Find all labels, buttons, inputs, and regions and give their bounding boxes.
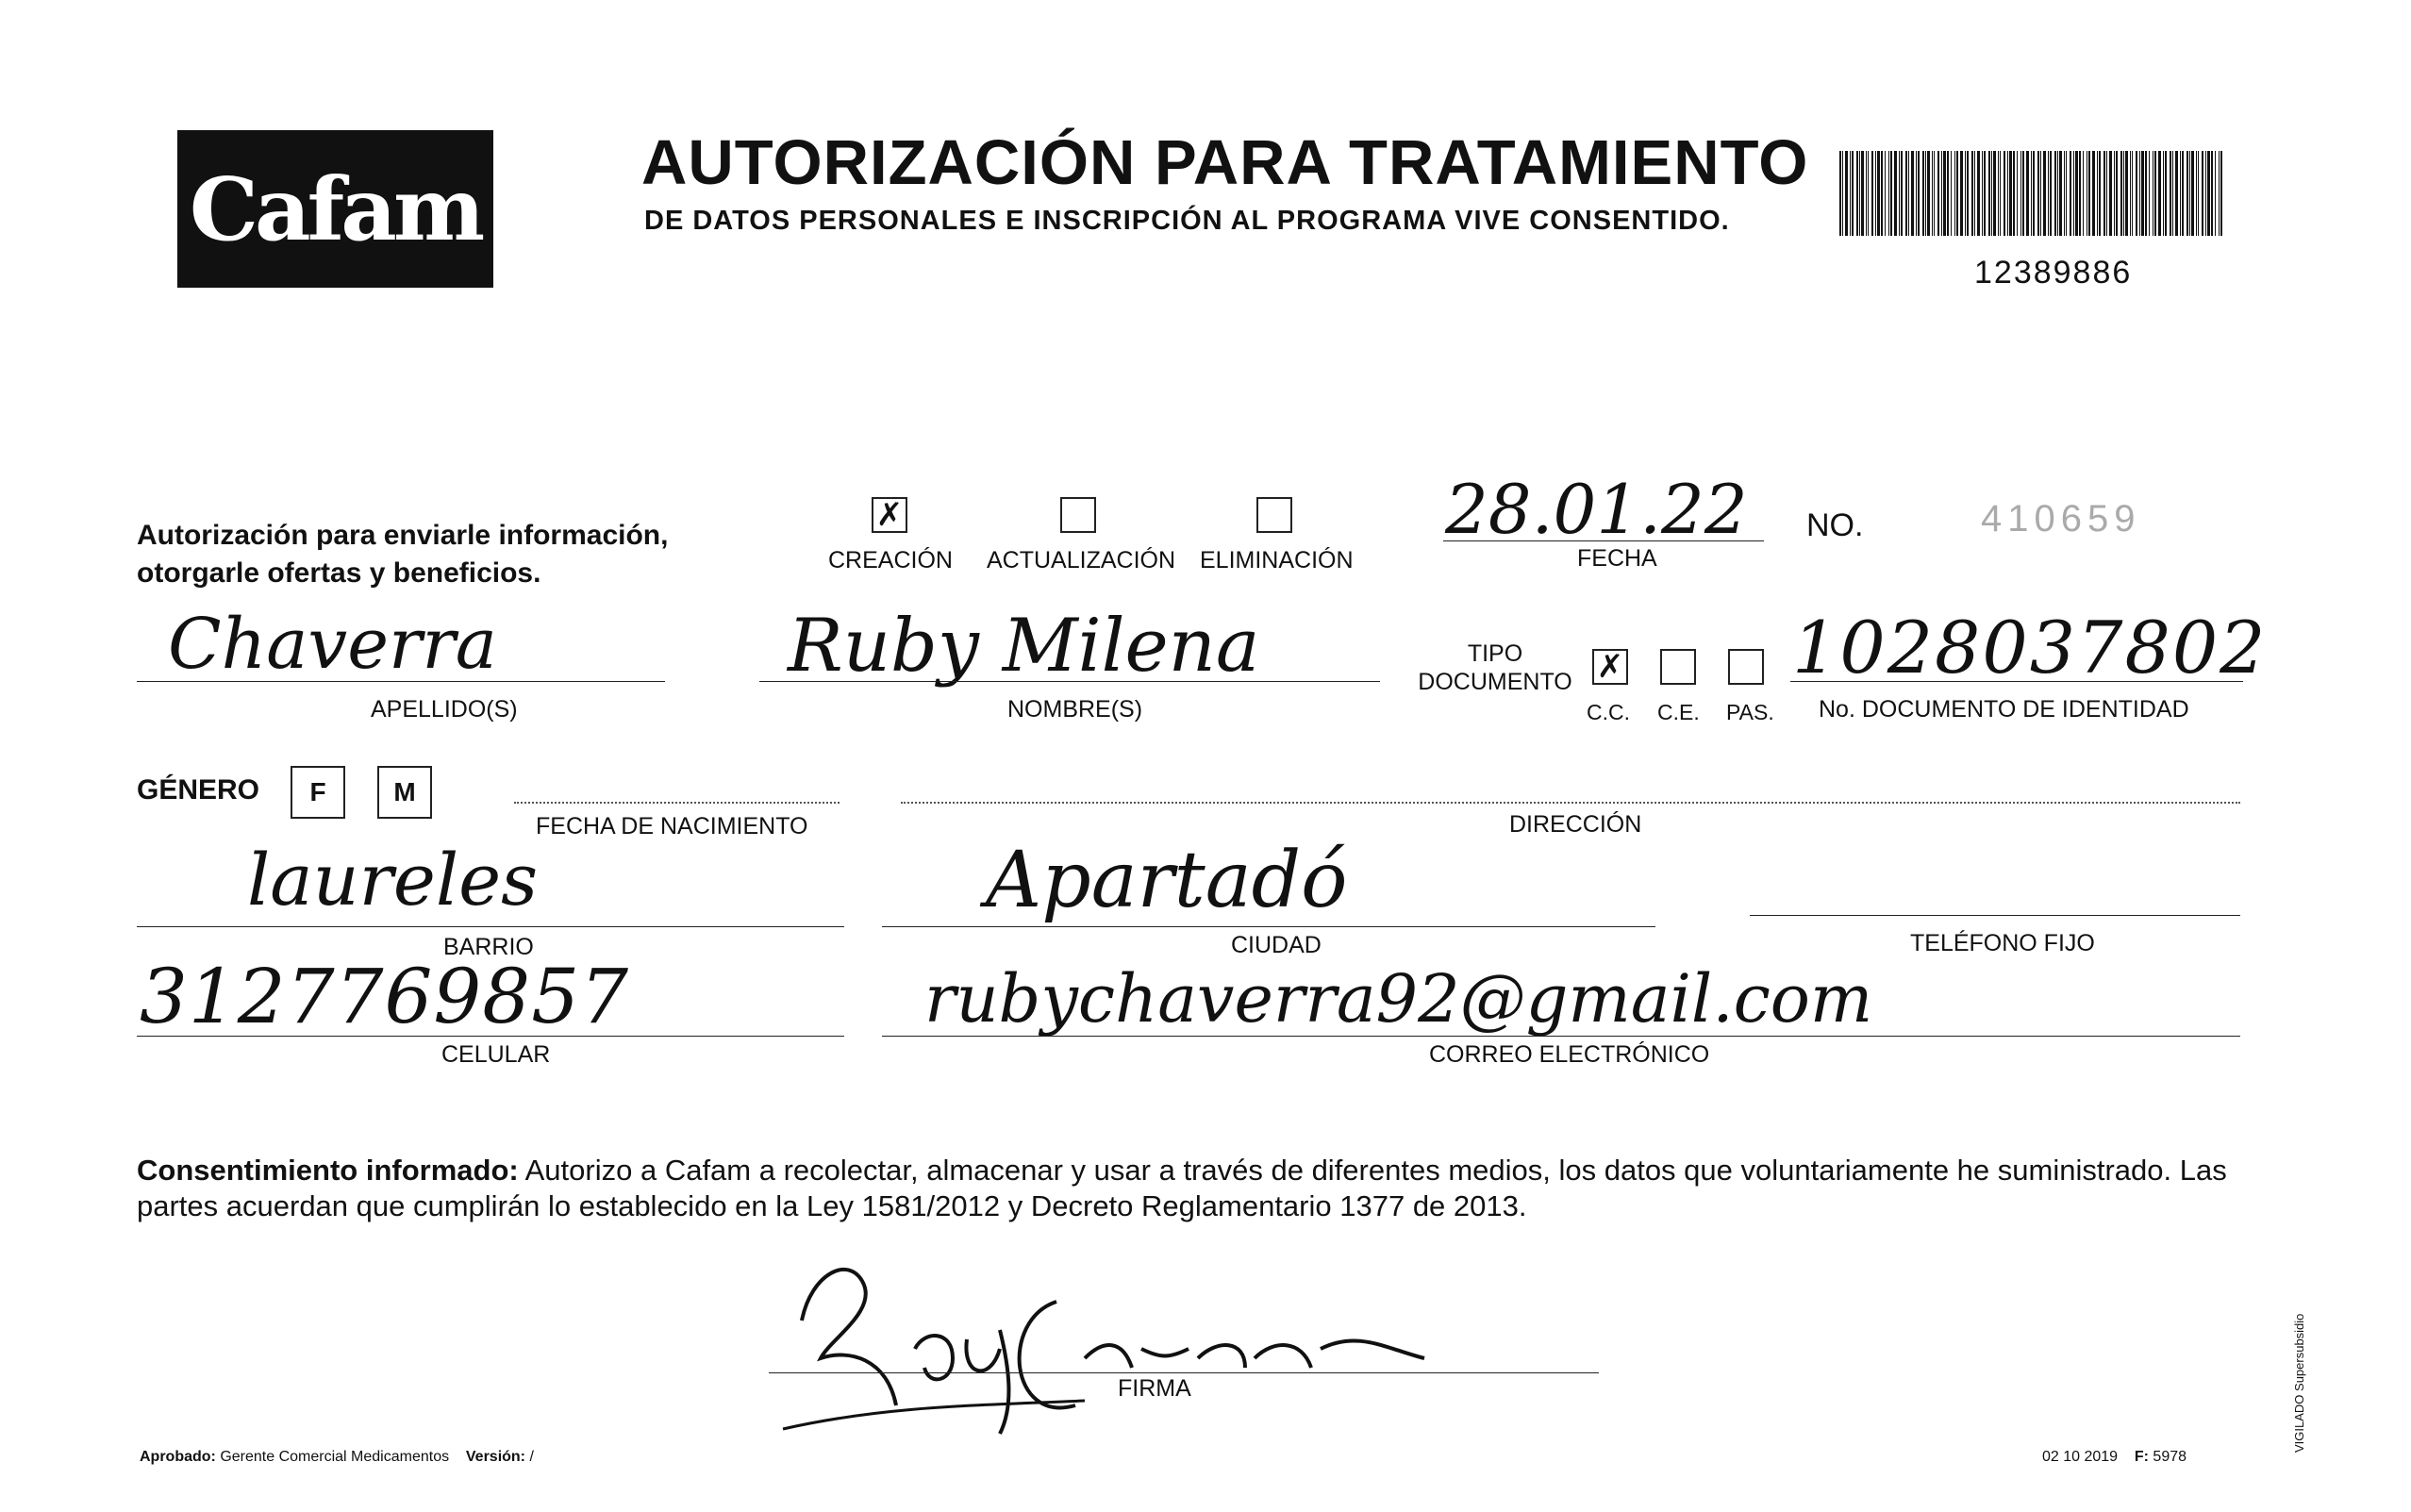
doc-type-cc-label: C.C. [1587,700,1630,724]
barcode-bar [2211,151,2213,236]
barcode-bar [2013,151,2015,236]
barcode-bar [2165,151,2167,236]
barcode-bar [1951,151,1952,236]
barcode-bar [1905,151,1907,236]
footer-approved [140,1449,534,1466]
barcode-bar [2154,151,2156,236]
barcode-bar [1894,151,1897,236]
barcode-bar [2031,151,2032,236]
barcode-bar [1991,151,1992,236]
barcode-bar [2073,151,2074,236]
barcode-bar [2083,151,2084,236]
phone-label: TELÉFONO FIJO [1910,930,2095,956]
email-line [882,1036,2240,1037]
barcode-bar [2172,151,2173,236]
barcode-bar [2139,151,2140,236]
barcode-bar [1868,151,1869,236]
barcode-bar [2114,151,2115,236]
barcode-bar [1937,151,1939,236]
number-label: NO. [1806,507,1864,543]
email-label: CORREO ELECTRÓNICO [1429,1041,1710,1068]
checkbox-actualizacion[interactable] [1060,497,1096,533]
barcode-bar [2215,151,2216,236]
serial-number: 12389886 [1974,255,2133,291]
barcode-bar [1877,151,1880,236]
gender-f-box[interactable]: F [291,766,345,819]
barcode-bar [1871,151,1873,236]
address-line [901,802,2240,804]
neighborhood-label: BARRIO [443,934,534,960]
checkbox-creacion[interactable] [872,497,907,533]
option-label-actualizacion: ACTUALIZACIÓN [987,547,1176,573]
barcode-bar [2020,151,2021,236]
check-mark-icon: ✗ [1596,649,1624,685]
barcode-bar [2180,151,2181,236]
form-value: 5978 [2153,1449,2187,1465]
barcode-bar [2136,151,2137,236]
doc-type-label: TIPO DOCUMENTO [1418,640,1572,695]
mobile-line [137,1036,844,1037]
barcode-bar [1856,151,1858,236]
barcode-bar [2033,151,2035,236]
barcode-bar [1982,151,1983,236]
barcode-bar [2198,151,2199,236]
barcode-bar [2057,151,2058,236]
barcode-bar [1967,151,1969,236]
birth-line [514,802,840,804]
barcode-bar [1875,151,1876,236]
barcode-bar [2000,151,2001,236]
city-line [882,926,1655,927]
barcode-bar [2116,151,2118,236]
barcode-bar [2191,151,2194,236]
barcode-bar [1922,151,1924,236]
barcode-bar [1934,151,1935,236]
barcode-bar [2125,151,2128,236]
barcode-bar [2088,151,2090,236]
barcode-bar [2009,151,2012,236]
checkbox-eliminacion[interactable] [1256,497,1292,533]
consent-paragraph [137,1153,2240,1224]
barcode-bar [1927,151,1930,236]
barcode-bar [2059,151,2062,236]
consent-heading: Consentimiento informado: [137,1154,519,1187]
barcode-bar [2196,151,2197,236]
logo-text: Cafam [189,158,482,260]
barcode-bar [2092,151,2095,236]
barcode-bar [1984,151,1986,236]
address-label: DIRECCIÓN [1509,811,1642,838]
birth-label: FECHA DE NACIMIENTO [536,813,808,839]
barcode-bar [1971,151,1973,236]
barcode-bar [2066,151,2067,236]
consent-text: Autorizo a Cafam a recolectar, almacenar y usar a través de diferentes medios, los datos que voluntariamente he suministrado. Las partes acuerdan que cumplirán lo establecido en la Ley 1581/2012 y Decreto Reglamentario 1377 de 2013. [137,1154,2227,1222]
barcode-bar [2158,151,2161,236]
doc-number-value: 1028037802 [1792,606,2268,690]
approved-label: Aprobado: [140,1449,216,1465]
number-value: 410659 [1981,498,2141,540]
barcode-bar [1861,151,1864,236]
footer-date-form [2042,1449,2187,1466]
barcode-bar [1901,151,1903,236]
barcode-bar [2182,151,2184,236]
barcode-bar [2017,151,2018,236]
barcode-bar [2054,151,2056,236]
barcode-bar [2132,151,2133,236]
barcode-bar [2202,151,2203,236]
barcode-bar [1881,151,1883,236]
barcode-bar [1974,151,1975,236]
signature-drawing [773,1217,1622,1443]
vertical-supervision-text: VIGILADO Supersubsidio [2292,1313,2306,1453]
barcode-bar [2037,151,2039,236]
form-subtitle: DE DATOS PERSONALES E INSCRIPCIÓN AL PROGRAMA VIVE CONSENTIDO. [644,206,1730,236]
doc-number-line [1790,681,2243,682]
phone-line [1750,915,2240,916]
barcode-bar [1925,151,1926,236]
neighborhood-line [137,926,844,927]
barcode-bar [1998,151,1999,236]
version-value: / [529,1449,534,1465]
gender-m-box[interactable]: M [377,766,432,819]
date-label: FECHA [1577,545,1657,572]
doc-type-ce-label: C.E. [1657,700,1700,724]
barcode-bar [2064,151,2065,236]
barcode-bar [1965,151,1966,236]
name-value: Ruby Milena [788,604,1260,689]
surname-label: APELLIDO(S) [371,696,518,723]
barcode-bar [2175,151,2178,236]
authorization-intro: Autorización para enviarle información, otorgarle ofertas y beneficios. [137,520,669,589]
barcode-bar [1977,151,1980,236]
barcode-bar [2040,151,2041,236]
date-value: 28.01.22 [1445,470,1748,549]
date-line [1443,540,1764,541]
barcode-bar [2026,151,2029,236]
barcode-bar [1899,151,1900,236]
checkbox-pas[interactable] [1728,649,1764,685]
barcode-bar [2109,151,2112,236]
barcode-bar [2187,151,2188,236]
barcode-bar [2097,151,2098,236]
barcode-bar [2007,151,2008,236]
barcode-bar [2189,151,2190,236]
barcode-bar [2145,151,2147,236]
city-label: CIUDAD [1231,932,1322,958]
name-line [759,681,1380,682]
approved-value: Gerente Comercial Medicamentos [220,1449,450,1465]
mobile-value: 3127769857 [140,953,629,1040]
barcode-bar [1885,151,1886,236]
barcode-bar [1845,151,1848,236]
surname-value: Chaverra [168,604,497,685]
barcode-bar [2149,151,2150,236]
email-value: rubychaverra92@gmail.com [924,960,1873,1038]
barcode-bar [2103,151,2105,236]
name-label: NOMBRE(S) [1007,696,1143,723]
checkbox-ce[interactable] [1660,649,1696,685]
barcode-bar [2219,151,2220,236]
barcode-bar [1859,151,1860,236]
barcode-bar [1866,151,1867,236]
neighborhood-value: laureles [247,838,539,922]
barcode-bar [1916,151,1917,236]
signature-line [769,1372,1599,1373]
barcode-bar [1954,151,1955,236]
barcode-bar [2205,151,2206,236]
signature-label: FIRMA [1118,1375,1191,1402]
barcode-bar [1911,151,1914,236]
barcode-bar [1852,151,1854,236]
gender-label: GÉNERO [137,774,260,806]
footer-date: 02 10 2019 [2042,1449,2119,1465]
barcode-bar [1839,151,1841,236]
barcode-bar [1993,151,1996,236]
barcode-bar [1890,151,1892,236]
barcode-bar [2050,151,2052,236]
cafam-logo [177,130,493,288]
checkbox-cc[interactable] [1592,649,1628,685]
barcode-bar [2170,151,2171,236]
barcode-bar [2043,151,2046,236]
barcode-bar [1988,151,1990,236]
option-label-eliminacion: ELIMINACIÓN [1200,547,1354,573]
barcode-bar [1918,151,1920,236]
barcode-bar [1947,151,1949,236]
barcode-bar [1850,151,1851,236]
barcode-bar [2123,151,2124,236]
form-title: AUTORIZACIÓN PARA TRATAMIENTO [641,127,1809,198]
barcode-bar [2163,151,2164,236]
form-label: F: [2134,1449,2149,1465]
barcode-bar [2099,151,2101,236]
barcode-bar [2079,151,2081,236]
barcode-bar [2022,151,2024,236]
barcode-bar [1908,151,1909,236]
barcode-bar [2130,151,2131,236]
doc-number-label: No. DOCUMENTO DE IDENTIDAD [1819,696,2189,723]
barcode-bar [2070,151,2071,236]
barcode-bar [2106,151,2107,236]
surname-line [137,681,665,682]
option-label-creacion: CREACIÓN [828,547,953,573]
barcode-bar [1941,151,1942,236]
check-mark-icon: ✗ [875,497,904,533]
barcode-bar [1943,151,1946,236]
barcode [1839,151,2224,236]
barcode-bar [2120,151,2122,236]
barcode-bar [2048,151,2049,236]
mobile-label: CELULAR [441,1041,551,1068]
barcode-bar [2075,151,2078,236]
barcode-bar [2207,151,2210,236]
barcode-bar [1842,151,1843,236]
barcode-bar [2141,151,2144,236]
barcode-bar [1932,151,1933,236]
barcode-bar [1960,151,1963,236]
barcode-bar [1956,151,1958,236]
barcode-bar [2004,151,2005,236]
barcode-bar [2220,151,2222,236]
barcode-bar [1888,151,1889,236]
version-label: Versión: [465,1449,526,1465]
city-value: Apartadó [986,836,1348,925]
doc-type-pas-label: PAS. [1726,700,1774,724]
